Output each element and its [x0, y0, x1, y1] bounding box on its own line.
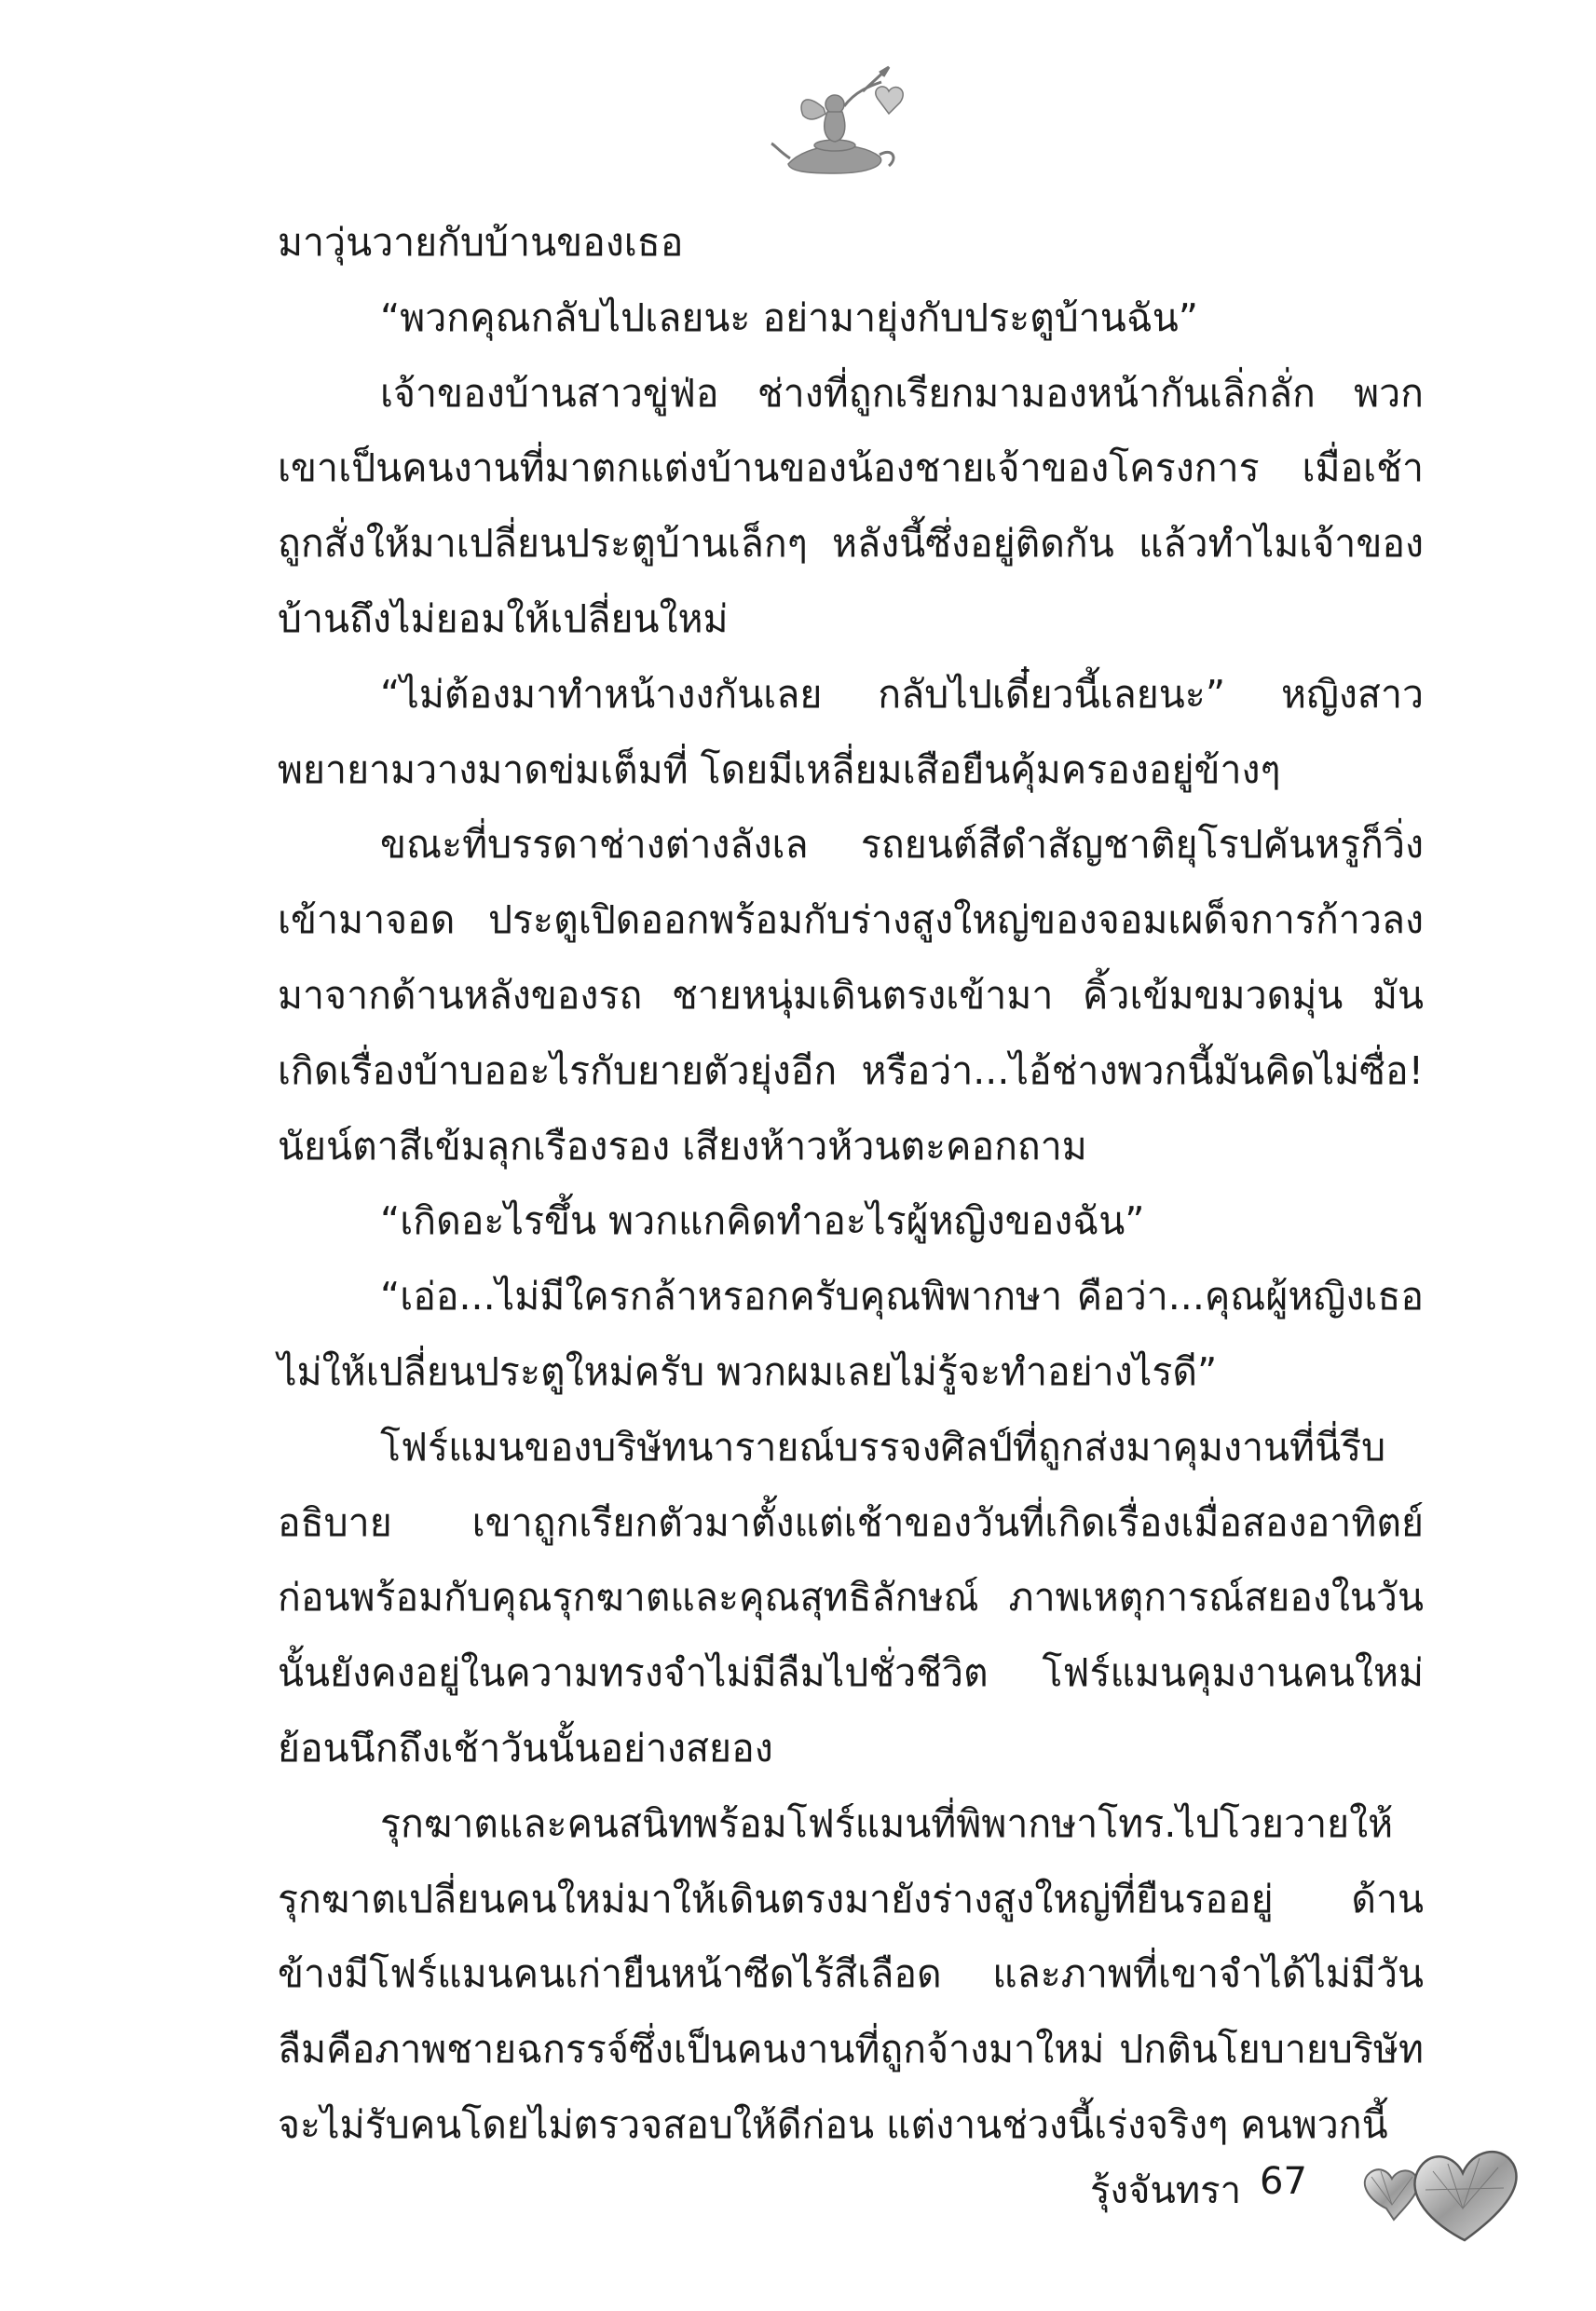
crystal-hearts-ornament-icon: [1358, 2115, 1521, 2246]
paragraph: โฟร์แมนของบริษัทนารายณ์บรรจงศิลป์ที่ถูกส่งมาคุมงานที่นี่รีบอธิบาย เขาถูกเรียกตัวมาตั้งแต่เช้าของวันที่เกิดเรื่องเมื่อสองอาทิตย์ก่อนพร้อมกับคุณรุกฆาตและคุณสุทธิลักษณ์ ภาพเหตุการณ์สยองในวันนั้นยังคงอยู่ในความทรงจำไม่มีลืมไปชั่วชีวิต โฟร์แมนคุมงานคนใหม่ย้อนนึกถึงเช้าวันนั้นอย่างสยอง: [278, 1424, 1424, 1771]
angel-teapot-ornament-icon: [770, 54, 909, 180]
body-text: [278, 205, 1424, 2163]
book-title-footer: รุ้งจันทรา: [1090, 2169, 1242, 2212]
page-number: 67: [1260, 2160, 1307, 2203]
paragraph: ขณะที่บรรดาช่างต่างลังเล รถยนต์สีดำสัญชาติยุโรปคันหรูก็วิ่งเข้ามาจอด ประตูเปิดออกพร้อมกับร่างสูงใหญ่ของจอมเผด็จการก้าวลงมาจากด้านหลังของรถ ชายหนุ่มเดินตรงเข้ามา คิ้วเข้มขมวดมุ่น มันเกิดเรื่องบ้าบออะไรกับยายตัวยุ่งอีก หรือว่า...ไอ้ช่างพวกนี้มันคิดไม่ซื่อ! นัยน์ตาสีเข้มลุกเรืองรอง เสียงห้าวห้วนตะคอกถาม: [278, 822, 1424, 1169]
paragraph: “เกิดอะไรขึ้น พวกแกคิดทำอะไรผู้หญิงของฉัน”: [380, 1198, 1145, 1244]
paragraph: “พวกคุณกลับไปเลยนะ อย่ามายุ่งกับประตูบ้านฉัน”: [380, 294, 1199, 340]
paragraph: เจ้าของบ้านสาวขู่ฟ่อ ช่างที่ถูกเรียกมามองหน้ากันเลิ่กลั่ก พวกเขาเป็นคนงานที่มาตกแต่งบ้านของน้องชายเจ้าของโครงการ เมื่อเช้าถูกสั่งให้มาเปลี่ยนประตูบ้านเล็กๆ หลังนี้ซึ่งอยู่ติดกัน แล้วทำไมเจ้าของบ้านถึงไม่ยอมให้เปลี่ยนใหม่: [278, 370, 1424, 641]
paragraph: “ไม่ต้องมาทำหน้างงกันเลย กลับไปเดี๋ยวนี้เลยนะ” หญิงสาวพยายามวางมาดข่มเต็มที่ โดยมีเหลี่ยมเสือยืนคุ้มครองอยู่ข้างๆ: [278, 671, 1424, 792]
paragraph: รุกฆาตและคนสนิทพร้อมโฟร์แมนที่พิพากษาโทร.ไปโวยวายให้รุกฆาตเปลี่ยนคนใหม่มาให้เดินตรงมายังร่างสูงใหญ่ที่ยืนรออยู่ ด้านข้างมีโฟร์แมนคนเก่ายืนหน้าซีดไร้สีเลือด และภาพที่เขาจำได้ไม่มีวันลืมคือภาพชายฉกรรจ์ซึ่งเป็นคนงานที่ถูกจ้างมาใหม่ ปกตินโยบายบริษัทจะไม่รับคนโดยไม่ตรวจสอบให้ดีก่อน แต่งานช่วงนี้เร่งจริงๆ คนพวกนี้: [278, 1800, 1424, 2147]
paragraph: “เอ่อ...ไม่มีใครกล้าหรอกครับคุณพิพากษา คือว่า...คุณผู้หญิงเธอไม่ให้เปลี่ยนประตูใหม่ครับ พวกผมเลยไม่รู้จะทำอย่างไรดี”: [278, 1274, 1424, 1394]
paragraph: มาวุ่นวายกับบ้านของเธอ: [278, 220, 684, 265]
